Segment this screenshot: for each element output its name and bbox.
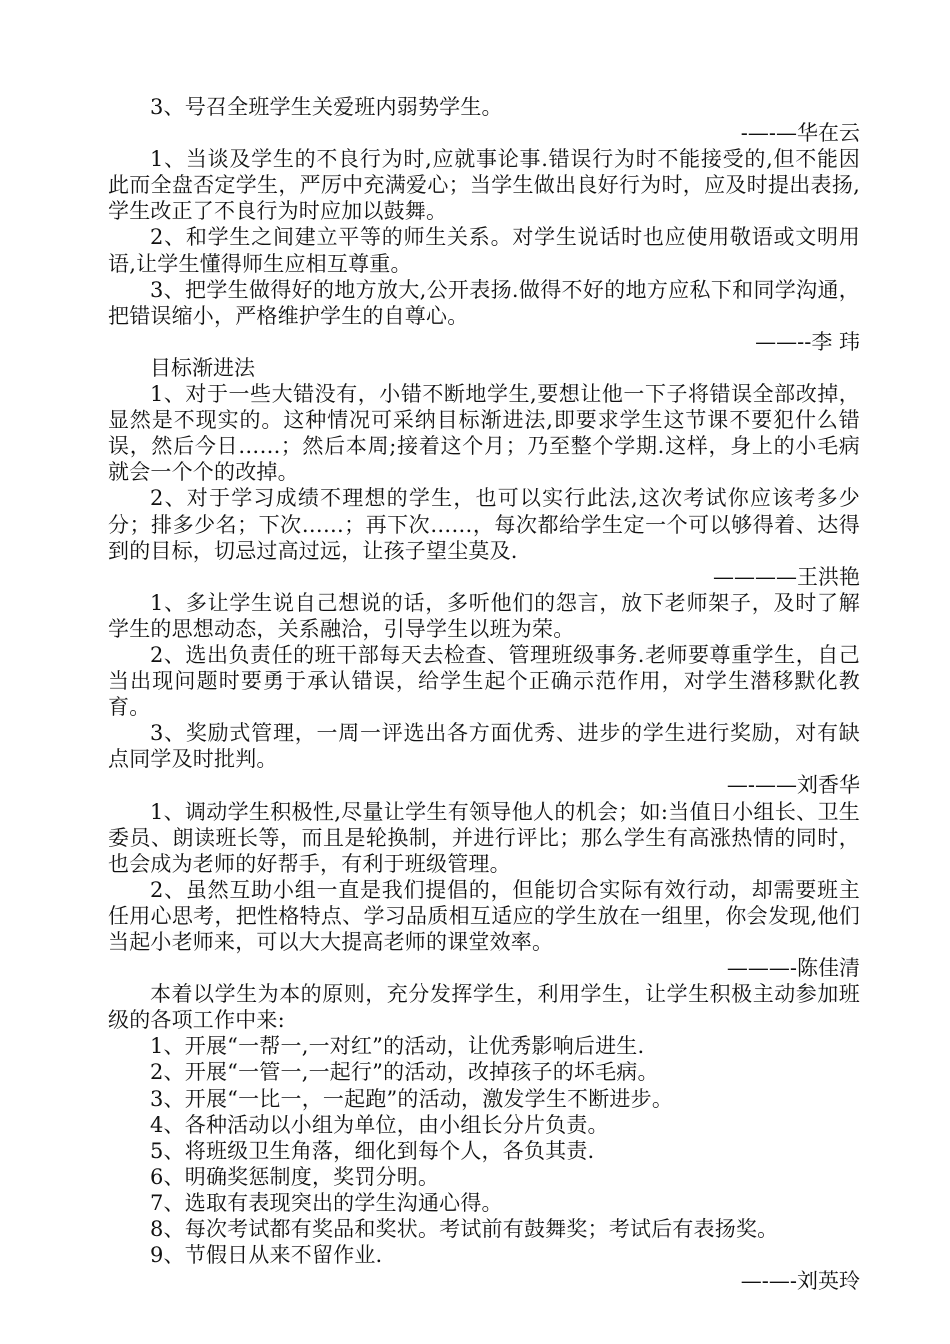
paragraph: 2、和学生之间建立平等的师生关系。对学生说话时也应使用敬语或文明用语,让学生懂得师生应相互尊重。 (108, 225, 860, 276)
author-signature: ——--李 玮 (755, 329, 860, 354)
section-heading: 目标渐进法 (150, 355, 255, 380)
document-page (108, 94, 860, 1294)
author-signature: ————王洪艳 (713, 564, 860, 589)
author-signature: -—-—华在云 (740, 121, 860, 146)
paragraph: 3、奖励式管理，一周一评选出各方面优秀、进步的学生进行奖励，对有缺点同学及时批判。 (108, 721, 860, 772)
paragraph: 2、虽然互助小组一直是我们提倡的，但能切合实际有效行动，却需要班主任用心思考，把性格特点、学习品质相互适应的学生放在一组里，你会发现,他们当起小老师来，可以大大提高老师的课堂效率。 (108, 877, 860, 954)
paragraph: 1、对于一些大错没有，小错不断地学生,要想让他一下子将错误全部改掉，显然是不现实的。这种情况可采纳目标渐进法,即要求学生这节课不要犯什么错误，然后今日……；然后本周;接着这个月；乃至整个学期.这样，身上的小毛病就会一个个的改掉。 (108, 382, 860, 485)
author-signature: —-——刘香华 (726, 773, 860, 798)
list-item: 1、开展“一帮一,一对红”的活动，让优秀影响后进生. (150, 1034, 645, 1059)
paragraph: 3、把学生做得好的地方放大,公开表扬.做得不好的地方应私下和同学沟通，把错误缩小，严格维护学生的自尊心。 (108, 277, 860, 328)
list-item: 9、节假日从来不留作业. (150, 1243, 383, 1268)
paragraph: 1、当谈及学生的不良行为时,应就事论事.错误行为时不能接受的,但不能因此而全盘否定学生，严厉中充满爱心；当学生做出良好行为时，应及时提出表扬,学生改正了不良行为时应加以鼓舞。 (108, 147, 860, 224)
list-item: 3、开展“一比一，一起跑”的活动，激发学生不断进步。 (150, 1086, 674, 1111)
author-signature: ———-陈佳清 (726, 956, 860, 981)
list-item: 5、将班级卫生角落，细化到每个人，各负其责. (150, 1138, 595, 1163)
list-item: 8、每次考试都有奖品和奖状。考试前有鼓舞奖；考试后有表扬奖。 (150, 1217, 779, 1242)
list-item: 4、各种活动以小组为单位，由小组长分片负责。 (150, 1112, 609, 1137)
paragraph: 1、多让学生说自己想说的话，多听他们的怨言，放下老师架子，及时了解学生的思想动态，关系融洽，引导学生以班为荣。 (108, 590, 860, 641)
author-signature: —-—-刘英玲 (740, 1269, 860, 1294)
list-item: 2、开展“一管一,一起行”的活动，改掉孩子的坏毛病。 (150, 1060, 659, 1085)
list-item: 6、明确奖惩制度，奖罚分明。 (150, 1164, 440, 1189)
paragraph: 3、号召全班学生关爱班内弱势学生。 (150, 95, 503, 119)
paragraph: 本着以学生为本的原则，充分发挥学生，利用学生，让学生积极主动参加班级的各项工作中来: (108, 982, 860, 1033)
paragraph: 2、选出负责任的班干部每天去检查、管理班级事务.老师要尊重学生，自己当出现问题时要勇于承认错误，给学生起个正确示范作用，对学生潜移默化教育。 (108, 642, 860, 720)
paragraph: 1、调动学生积极性,尽量让学生有领导他人的机会；如:当值日小组长、卫生委员、朗读班长等，而且是轮换制，并进行评比；那么学生有高涨热情的同时，也会成为老师的好帮手，有利于班级管理。 (108, 799, 860, 876)
paragraph: 2、对于学习成绩不理想的学生，也可以实行此法,这次考试你应该考多少分；排多少名；下次……；再下次……，每次都给学生定一个可以够得着、达得到的目标，切忌过高过远，让孩子望尘莫及. (108, 486, 860, 563)
list-item: 7、选取有表现突出的学生沟通心得。 (150, 1190, 503, 1215)
